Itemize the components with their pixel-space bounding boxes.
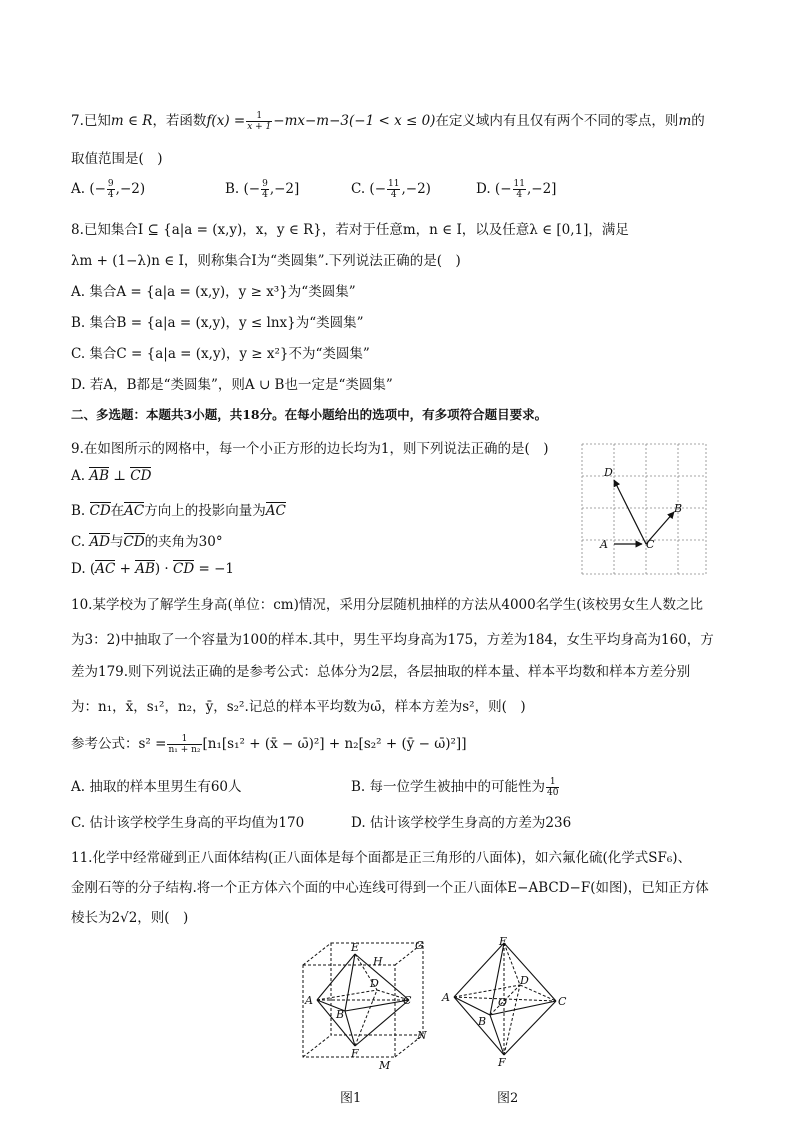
q8-option-c: C. 集合C = {a|a = (x,y)，y ≥ x²}不为“类圆集” [71, 346, 370, 362]
fig1-label-c: C [403, 994, 412, 1007]
q11-line3: 棱长为2√2，则( ) [71, 910, 189, 926]
fig1-label-d: D [370, 977, 379, 990]
q10-line2: 为3：2)中抽取了一个容量为100的样本.其中，男生平均身高为175，方差为184，女生平均身高为160，方 [71, 632, 714, 648]
fig2-label-a: A [442, 991, 450, 1004]
q7-option-d: D. (− $\frac{11}{4}$ ,−2] [476, 179, 557, 200]
grid-label-c: C [646, 538, 655, 551]
grid-label-d: D [604, 466, 613, 479]
q8-line2: λm + (1−λ)n ∈ I，则称集合I为“类圆集”.下列说法正确的是( ) [71, 253, 461, 269]
fig1-caption: 图1 [340, 1091, 362, 1106]
fig2-label-f: F [498, 1056, 506, 1069]
q8-option-a: A. 集合A = {a|a = (x,y)，y ≥ x³}为“类圆集” [71, 284, 356, 300]
q11-figure-1-cube [295, 935, 435, 1075]
q10-line3: 差为179.则下列说法正确的是参考公式：总体分为2层，各层抽取的样本量、样本平均数和样本方差分别 [71, 664, 691, 680]
q8-option-d: D. 若A，B都是“类圆集”，则A ∪ B也一定是“类圆集” [71, 377, 393, 393]
fig2-caption: 图2 [497, 1091, 519, 1106]
grid-label-b: B [674, 502, 683, 515]
q10-line4: 为：n₁，x̄，s₁²，n₂，ȳ，s₂².记总的样本平均数为ω̄，样本方差为s²，则( ) [71, 699, 526, 715]
q10-option-a: A. 抽取的样本里男生有60人 [71, 779, 242, 795]
q10-line1: 10.某学校为了解学生身高(单位：cm)情况，采用分层随机抽样的方法从4000名学生(该校男女生人数之比 [71, 597, 703, 613]
fig1-label-h: H [373, 955, 383, 968]
q7-option-c: C. (− $\frac{11}{4}$ ,−2) [351, 179, 431, 200]
q11-line1: 11.化学中经常碰到正八面体结构(正八面体是每个面都是正三角形的八面体)，如六氟化硫(化学式SF₆)、 [71, 850, 692, 866]
fig1-label-b: B [336, 1008, 345, 1021]
fig1-label-m: M [379, 1059, 391, 1072]
fig2-label-b: B [478, 1015, 487, 1028]
q9-line1: 9.在如图所示的网格中，每一个小正方形的边长均为1，则下列说法正确的是( ) [71, 441, 549, 457]
q11-line2: 金刚石等的分子结构.将一个正方体六个面的中心连线可得到一个正八面体E−ABCD−F(如图)，已知正方体 [71, 880, 709, 896]
grid-label-a: A [600, 538, 608, 551]
fig2-label-o: O [498, 996, 508, 1009]
fig1-label-f: F [351, 1047, 359, 1060]
fig2-label-e: E [499, 935, 508, 948]
q8-line1: 8.已知集合I ⊆ {a|a = (x,y)，x，y ∈ R}，若对于任意m，n ∈ I，以及任意λ ∈ [0,1]，满足 [71, 222, 629, 238]
fig1-label-a: A [305, 994, 313, 1007]
q9-option-c: C. AD与CD的夹角为30° [71, 534, 223, 550]
q9-grid-figure [578, 440, 710, 578]
q7-option-b: B. (− $\frac{9}{4}$ ,−2] [225, 179, 300, 200]
fig1-label-n: N [417, 1029, 427, 1042]
section-heading-multi-choice: 二、多选题：本题共3小题，共18分。在每小题给出的选项中，有多项符合题目要求。 [71, 407, 548, 422]
q11-figure-2-octahedron [440, 935, 580, 1075]
fig2-label-c: C [558, 995, 567, 1008]
q10-reference-formula: 参考公式：s² = $\frac{1}{\text{n₁ + n₂}}$ [n₁[s₁² + (x̄ − ω̄)²] + n₂[s₂² + (ȳ − ω̄)²]] [71, 734, 467, 755]
q10-option-d: D. 估计该学校学生身高的方差为236 [351, 815, 572, 831]
q9-option-b: B. CD在AC方向上的投影向量为AC [71, 503, 286, 519]
q7-line1: 7.已知m ∈ R，若函数f(x) = $\frac{1}{x + 1}$ −mx−m−3(−1 < x ≤ 0)在定义域内有且仅有两个不同的零点，则m的 [71, 111, 705, 132]
q8-option-b: B. 集合B = {a|a = (x,y)，y ≤ lnx}为“类圆集” [71, 315, 364, 331]
q10-option-c: C. 估计该学校学生身高的平均值为170 [71, 815, 305, 831]
q7-option-a: A. (− $\frac{9}{4}$ ,−2) [71, 179, 146, 200]
q7-fraction: $\frac{1}{x + 1}$ [247, 111, 272, 132]
fig1-label-g: G [415, 939, 424, 952]
q7-line2: 取值范围是( ) [71, 151, 163, 167]
q9-option-d: D. (AC + AB) · CD = −1 [71, 561, 234, 577]
q10-option-b: B. 每一位学生被抽中的可能性为 $\frac{1}{40}$ [351, 777, 559, 798]
vector-cd [614, 480, 646, 544]
q9-option-a: A. AB ⊥ CD [71, 468, 152, 484]
fig2-label-d: D [520, 974, 529, 987]
fig1-label-e: E [351, 941, 360, 954]
